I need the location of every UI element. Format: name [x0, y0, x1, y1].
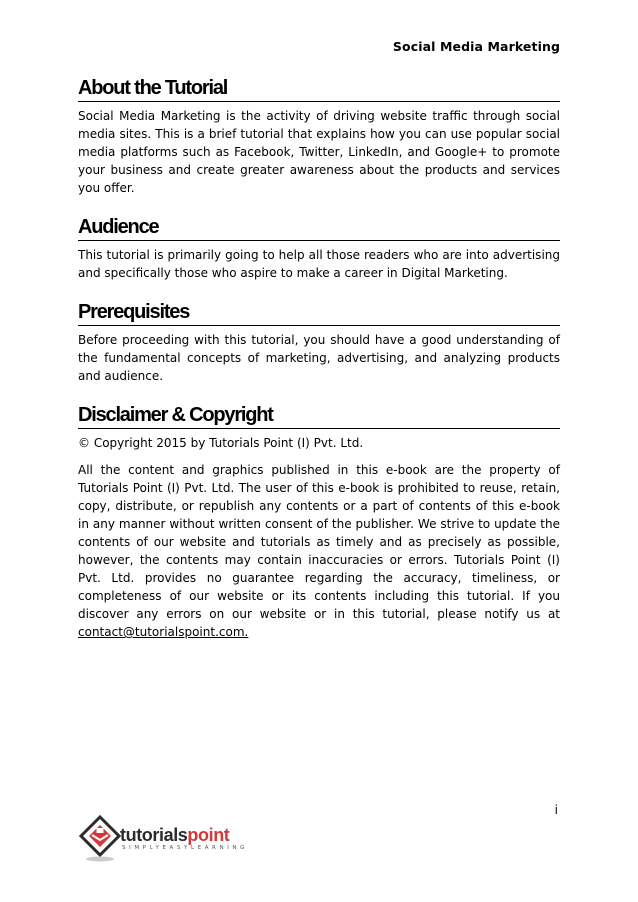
section-audience: [78, 215, 560, 282]
disclaimer-text: All the content and graphics published in this e-book are the property of Tutorials Point (I) Pvt. Ltd. The user of this e-book is prohibited to reuse, retain, copy, distribute, or republish any contents or a part of contents of this e-book in any manner without written consent of the publisher. We strive to update the contents of our website and tutorials as timely and as precisely as possible, however, the contents may contain inaccuracies or errors. Tutorials Point (I) Pvt. Ltd. provides no guarantee regarding the accuracy, timeliness, or completeness of our website or its contents including this tutorial. If you discover any errors on our website or in this tutorial, please notify us at: [78, 463, 560, 621]
contact-email-link[interactable]: contact@tutorialspoint.com.: [78, 625, 249, 639]
about-paragraph: Social Media Marketing is the activity of driving website traffic through social media sites. This is a brief tutorial that explains how you can use popular social media platforms such as Facebook, Twitter, LinkedIn, and Google+ to promote your business and create greater awareness about the products and services you offer.: [78, 109, 560, 195]
logo-word-point: point: [187, 825, 230, 845]
section-about: [78, 76, 560, 197]
page-number: i: [554, 803, 558, 817]
section-heading-disclaimer: Disclaimer & Copyright: [78, 403, 560, 429]
section-heading-about: About the Tutorial: [78, 76, 560, 102]
prerequisites-paragraph: Before proceeding with this tutorial, you should have a good understanding of the fundamental concepts of marketing, advertising, and analyzing products and audience.: [78, 333, 560, 383]
page-content: [78, 76, 560, 659]
copyright-line: © Copyright 2015 by Tutorials Point (I) Pvt. Ltd.: [78, 436, 364, 450]
running-header: Social Media Marketing: [392, 39, 560, 54]
section-heading-prerequisites: Prerequisites: [78, 300, 560, 326]
disclaimer-paragraph: [78, 461, 560, 641]
logo-word-tutorials: tutorials: [120, 825, 188, 845]
audience-paragraph: This tutorial is primarily going to help all those readers who are into advertising and specifically those who aspire to make a career in Digital Marketing.: [78, 248, 560, 280]
logo-tagline: SIMPLYEASYLEARNING: [122, 845, 248, 851]
tutorialspoint-logo: [78, 814, 258, 864]
section-disclaimer: [78, 403, 560, 641]
logo-mark-icon: [78, 814, 122, 864]
logo-wordmark: [120, 825, 229, 845]
section-heading-audience: Audience: [78, 215, 560, 241]
section-prerequisites: [78, 300, 560, 385]
